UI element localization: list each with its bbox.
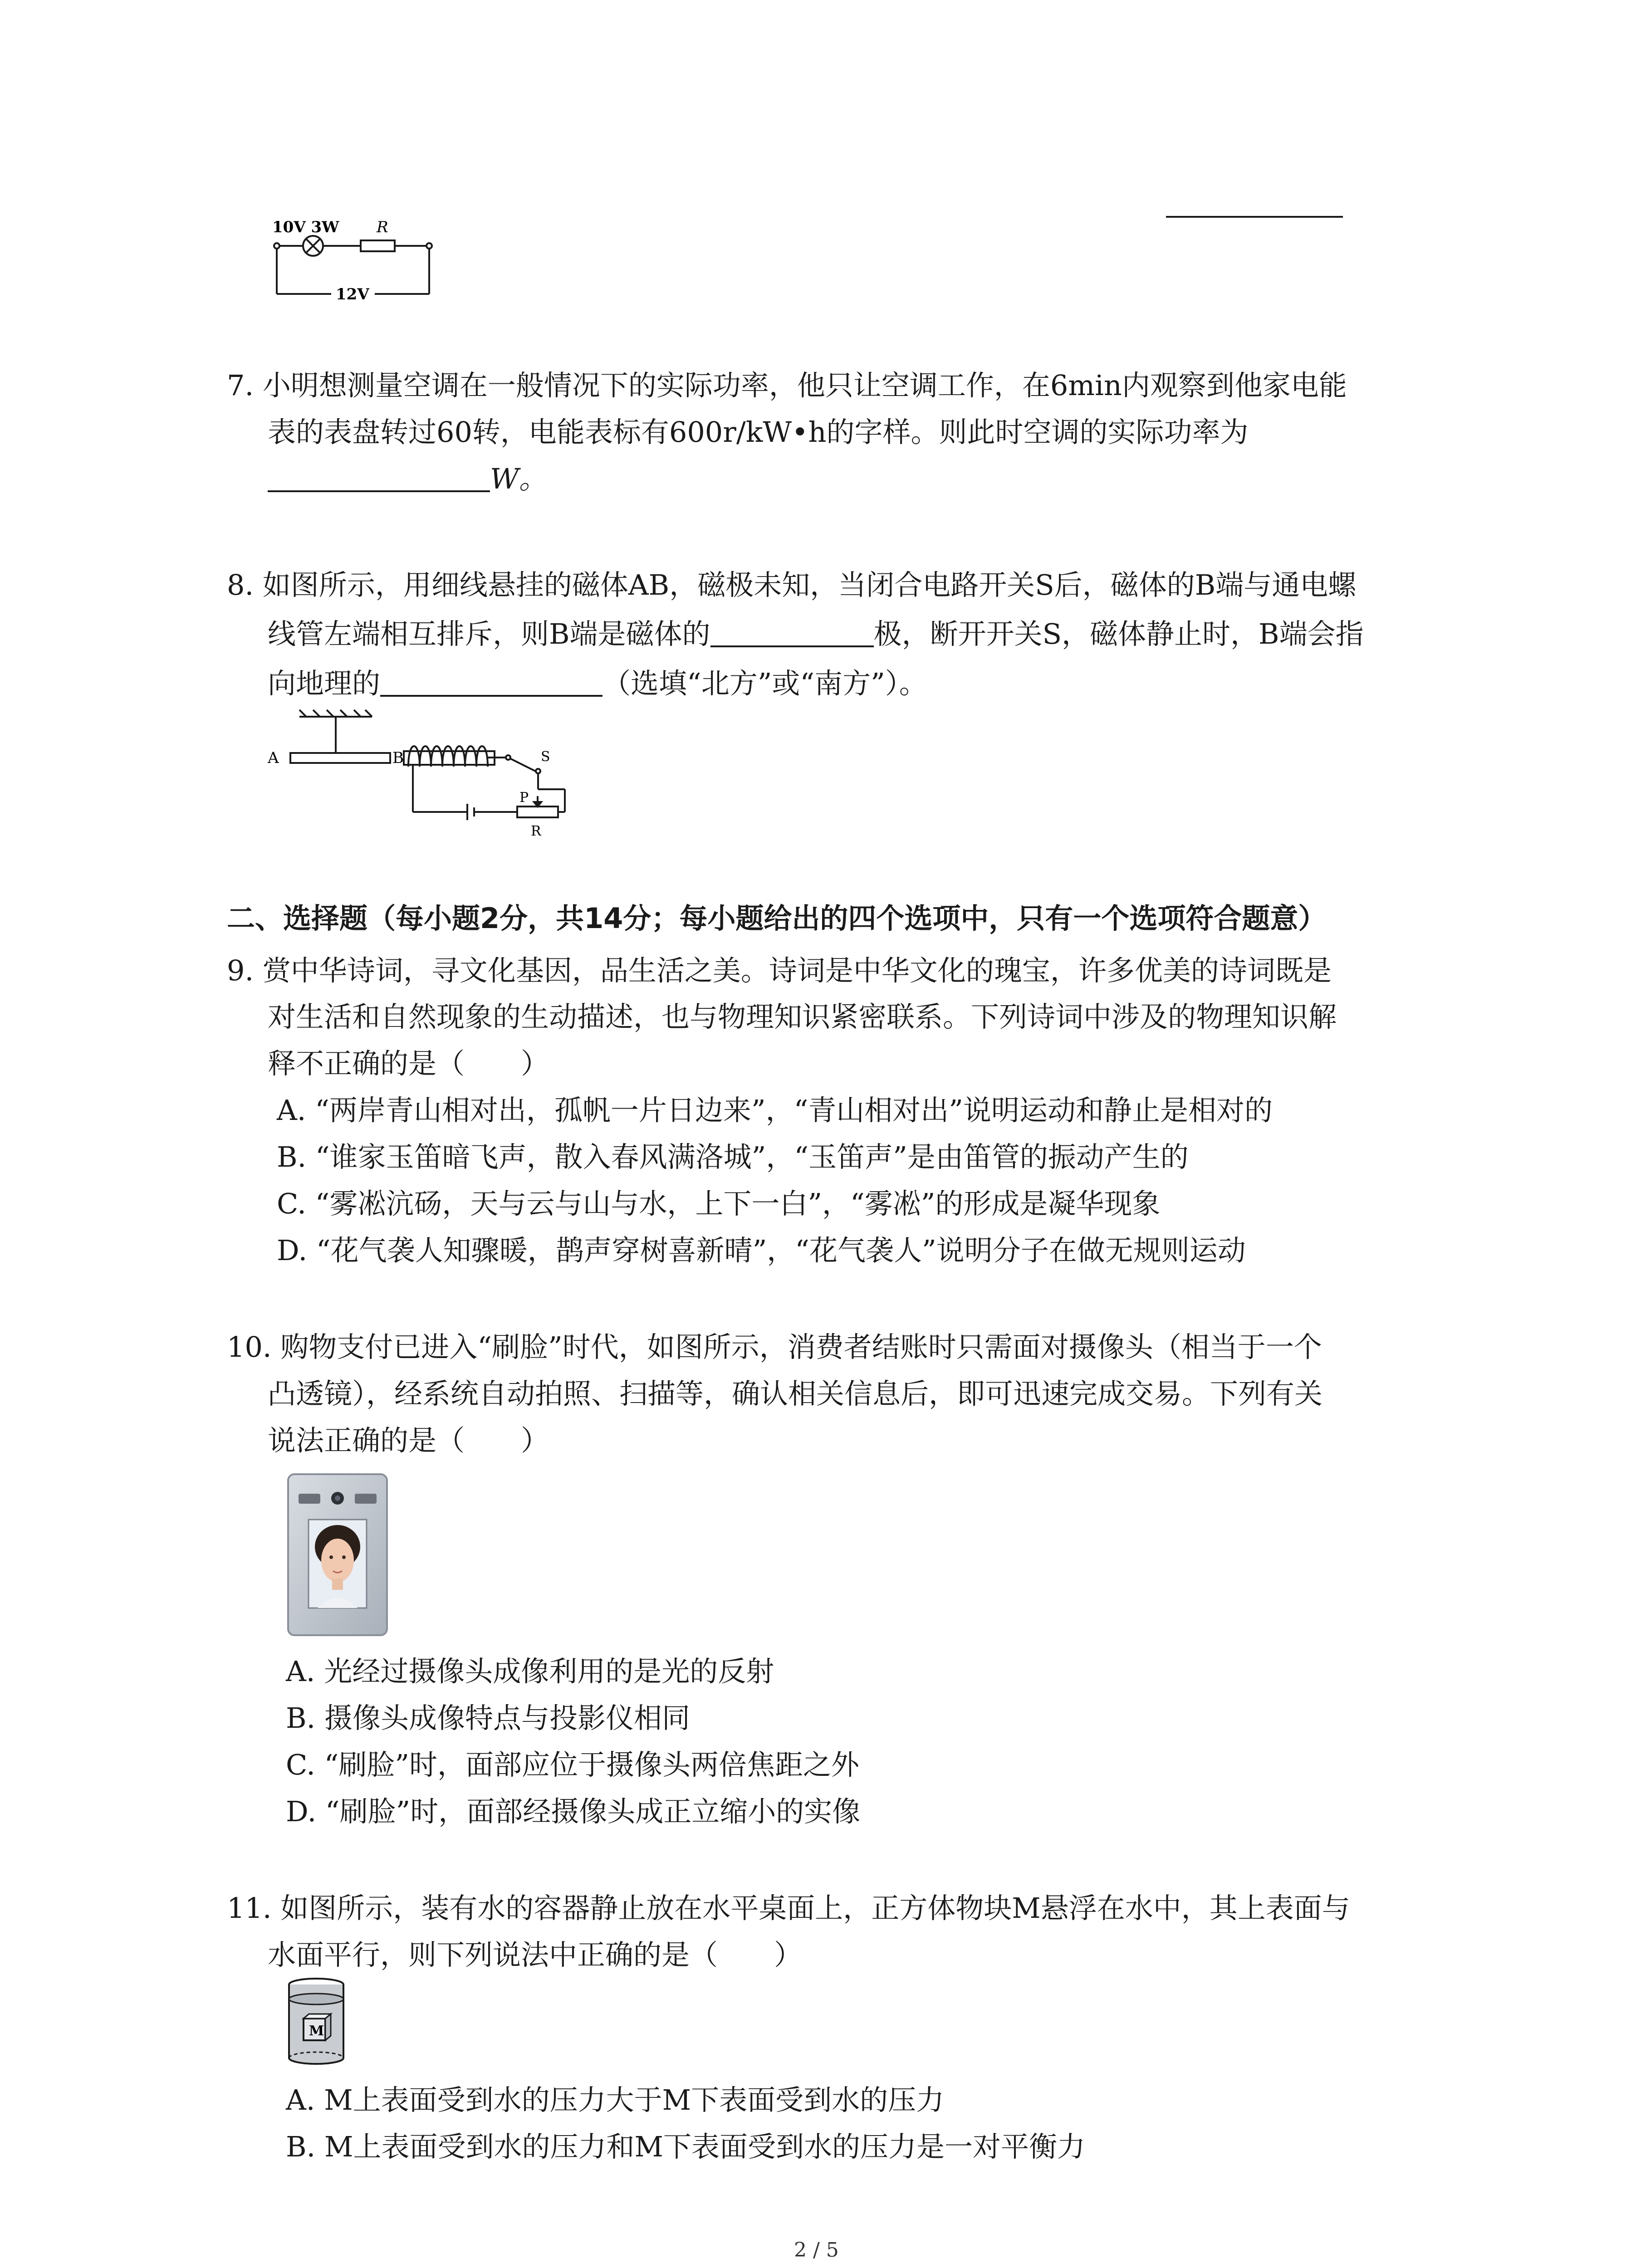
cube-label-m: M: [309, 2023, 324, 2039]
q8-line-3-start: 向地理的: [268, 667, 381, 700]
q8-line-3: [268, 661, 927, 706]
q9-option-d[interactable]: D. “花气袭人知骤暖，鹊声穿树喜新晴”，“花气袭人”说明分子在做无规则运动: [277, 1234, 1246, 1267]
q6-answer-blank[interactable]: [1166, 191, 1343, 218]
q11-option-b[interactable]: B. M上表面受到水的压力和M下表面受到水的压力是一对平衡力: [286, 2130, 1085, 2163]
q9-line-2: 对生活和自然现象的生动描述，也与物理知识紧密联系。下列诗词中涉及的物理知识解: [268, 1000, 1337, 1033]
q10-option-d[interactable]: D. “刷脸”时，面部经摄像头成正立缩小的实像: [286, 1795, 861, 1828]
q8-line-2-end: 极，断开开关S，磁体静止时，B端会指: [873, 617, 1364, 650]
supply-label: 12V: [336, 285, 369, 303]
q8-direction-blank[interactable]: [380, 667, 603, 697]
q10-line-3: 说法正确的是（ ）: [268, 1424, 549, 1457]
label-r: R: [531, 823, 541, 839]
q10-option-a[interactable]: A. 光经过摄像头成像利用的是光的反射: [286, 1655, 774, 1688]
q11-line-1: 11. 如图所示，装有水的容器静止放在水平桌面上，正方体物块M悬浮在水中，其上表面与: [227, 1892, 1350, 1925]
q10-option-c[interactable]: C. “刷脸”时，面部应位于摄像头两倍焦距之外: [286, 1748, 860, 1781]
resistor-label: R: [377, 218, 388, 236]
q8-line-2-start: 线管左端相互排斥，则B端是磁体的: [268, 617, 710, 650]
label-p: P: [519, 790, 529, 806]
q7-line-2: 表的表盘转过60转，电能表标有600r/kW•h的字样。则此时空调的实际功率为: [268, 415, 1249, 449]
q11-option-a[interactable]: A. M上表面受到水的压力大于M下表面受到水的压力: [286, 2083, 945, 2116]
page-number: 2 / 5: [794, 2239, 839, 2262]
q8-pole-blank[interactable]: [710, 617, 874, 647]
q9-line-1: 9. 赏中华诗词，寻文化基因，品生活之美。诗词是中华文化的瑰宝，许多优美的诗词既是: [227, 954, 1332, 987]
q9-option-c[interactable]: C. “雾凇沆砀，天与云与山与水，上下一白”，“雾凇”的形成是凝华现象: [277, 1187, 1161, 1220]
q8-line-1: 8. 如图所示，用细线悬挂的磁体AB，磁极未知，当闭合电路开关S后，磁体的B端与通电螺: [227, 568, 1357, 601]
q10-option-b[interactable]: B. 摄像头成像特点与投影仪相同: [286, 1701, 690, 1735]
q10-line-2: 凸透镜），经系统自动拍照、扫描等，确认相关信息后，即可迅速完成交易。下列有关: [268, 1377, 1323, 1410]
q8-line-3-end: （选填“北方”或“南方”）。: [603, 667, 927, 700]
q11-line-2: 水面平行，则下列说法中正确的是（ ）: [268, 1938, 803, 1971]
q10-line-1: 10. 购物支付已进入“刷脸”时代，如图所示，消费者结账时只需面对摄像头（相当于一个: [227, 1330, 1322, 1364]
label-b: B: [392, 749, 404, 767]
q7-line-1: 7. 小明想测量空调在一般情况下的实际功率，他只让空调工作，在6min内观察到他家电能: [227, 369, 1347, 402]
q9-option-b[interactable]: B. “谁家玉笛暗飞声，散入春风满洛城”，“玉笛声”是由笛管的振动产生的: [277, 1140, 1189, 1173]
q8-solenoid-figure: [263, 708, 581, 844]
q9-line-3: 释不正确的是（ ）: [268, 1047, 549, 1080]
label-a: A: [268, 749, 279, 767]
q7-answer-blank[interactable]: [268, 462, 490, 492]
label-s: S: [541, 749, 550, 765]
section-2-title: 二、选择题（每小题2分，共14分；每小题给出的四个选项中，只有一个选项符合题意）: [227, 902, 1327, 935]
lamp-label: 10V 3W: [272, 218, 339, 236]
q8-line-2: [268, 611, 1364, 657]
q7-unit: W。: [490, 462, 547, 495]
q11-container-figure: [284, 1975, 352, 2071]
q6-circuit-figure: [268, 213, 440, 308]
q9-option-a[interactable]: A. “两岸青山相对出，孤帆一片日边来”，“青山相对出”说明运动和静止是相对的: [277, 1094, 1273, 1127]
q10-face-scanner-figure: [286, 1472, 390, 1640]
q7-line-3: [268, 456, 547, 502]
